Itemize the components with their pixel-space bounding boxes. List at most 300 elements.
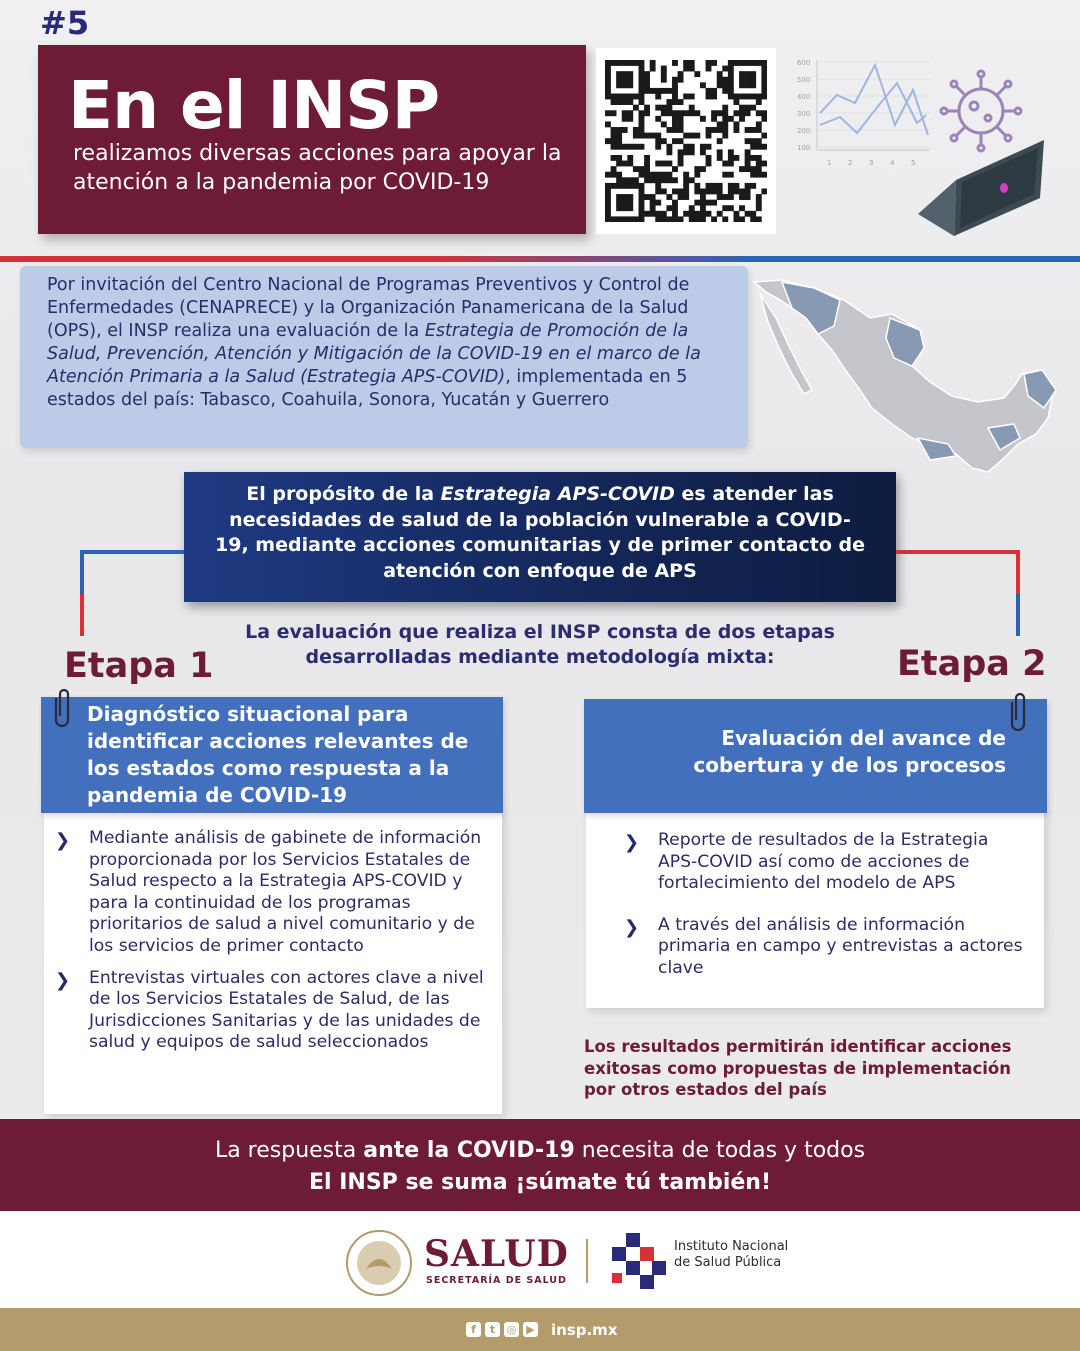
qr-module	[672, 166, 678, 172]
qr-module	[616, 177, 622, 183]
qr-module	[756, 99, 762, 105]
qr-module	[694, 188, 700, 194]
line-chart-icon	[795, 55, 935, 175]
qr-module	[644, 88, 650, 94]
qr-module	[745, 94, 751, 100]
qr-module	[639, 99, 645, 105]
qr-module	[622, 177, 628, 183]
qr-module	[756, 216, 762, 222]
qr-module	[666, 110, 672, 116]
qr-module	[661, 121, 667, 127]
qr-module	[739, 94, 745, 100]
qr-module	[633, 166, 639, 172]
qr-module	[689, 144, 695, 150]
qr-module	[627, 144, 633, 150]
qr-module	[750, 172, 756, 178]
qr-module	[722, 82, 728, 88]
qr-module	[633, 144, 639, 150]
qr-module	[627, 110, 633, 116]
qr-module	[750, 94, 756, 100]
qr-module	[733, 155, 739, 161]
qr-module	[639, 166, 645, 172]
qr-module	[728, 194, 734, 200]
cta-line-1: La respuesta ante la COVID-19 necesita de todas y todos	[214, 1138, 866, 1163]
qr-module	[622, 205, 628, 211]
qr-module	[672, 216, 678, 222]
mexico-seal-icon	[344, 1229, 414, 1297]
qr-module	[717, 82, 723, 88]
graph-y-tick: 500	[797, 76, 811, 84]
qr-module	[678, 138, 684, 144]
qr-module	[661, 110, 667, 116]
qr-module	[611, 155, 617, 161]
qr-module	[605, 60, 611, 66]
qr-module	[666, 144, 672, 150]
qr-module	[639, 172, 645, 178]
qr-module	[728, 161, 734, 167]
qr-module	[672, 110, 678, 116]
qr-module	[689, 211, 695, 217]
qr-module	[706, 200, 712, 206]
instagram-icon[interactable]: ◎	[504, 1322, 519, 1337]
qr-module	[717, 155, 723, 161]
qr-module	[683, 144, 689, 150]
qr-module	[650, 133, 656, 139]
graph-y-tick: 200	[797, 127, 811, 135]
qr-module	[622, 161, 628, 167]
qr-module	[644, 172, 650, 178]
paperclip-icon	[54, 686, 74, 730]
qr-module	[689, 94, 695, 100]
qr-module	[756, 200, 762, 206]
qr-module	[661, 105, 667, 111]
qr-module	[644, 110, 650, 116]
page-title: En el INSP	[68, 67, 440, 144]
qr-module	[761, 77, 767, 83]
list-item: ❯ A través del análisis de información primaria en campo y entrevistas a actores clave	[624, 914, 1023, 978]
list-item: ❯ Mediante análisis de gabinete de información proporcionada por los Servicios Estatales de Salud respecto a la Estrategia APS-COVID y para la continuidad de los programas prioritarios de salud a nivel comunitario y de los servicios de primer contacto	[55, 828, 482, 956]
qr-module	[706, 94, 712, 100]
qr-module	[722, 110, 728, 116]
qr-module	[722, 205, 728, 211]
qr-module	[700, 144, 706, 150]
qr-module	[717, 211, 723, 217]
qr-module	[700, 194, 706, 200]
qr-module	[661, 66, 667, 72]
qr-module	[633, 216, 639, 222]
qr-module	[717, 149, 723, 155]
qr-module	[605, 121, 611, 127]
qr-module	[661, 211, 667, 217]
graph-x-tick: 2	[848, 159, 853, 167]
qr-module	[678, 121, 684, 127]
qr-module	[655, 94, 661, 100]
qr-module	[605, 194, 611, 200]
qr-module	[722, 194, 728, 200]
qr-module	[655, 183, 661, 189]
qr-module	[711, 127, 717, 133]
qr-module	[605, 94, 611, 100]
qr-module	[672, 138, 678, 144]
stage-2-bullets	[612, 830, 1032, 990]
graph-x-tick: 3	[869, 159, 874, 167]
qr-module	[711, 110, 717, 116]
qr-module	[694, 133, 700, 139]
qr-module	[622, 200, 628, 206]
qr-module	[678, 116, 684, 122]
qr-module	[639, 205, 645, 211]
qr-module	[733, 183, 739, 189]
qr-module	[728, 82, 734, 88]
qr-module	[728, 60, 734, 66]
qr-module	[700, 116, 706, 122]
qr-module	[694, 211, 700, 217]
qr-module	[639, 127, 645, 133]
qr-module	[666, 177, 672, 183]
qr-module	[639, 60, 645, 66]
footer-bar	[0, 1308, 1080, 1351]
qr-module	[722, 127, 728, 133]
qr-module	[750, 155, 756, 161]
qr-module	[739, 216, 745, 222]
qr-module	[733, 127, 739, 133]
qr-module	[756, 194, 762, 200]
qr-module	[655, 211, 661, 217]
qr-module	[683, 133, 689, 139]
youtube-icon[interactable]: ▶	[523, 1322, 538, 1337]
qr-module	[672, 94, 678, 100]
qr-module	[616, 94, 622, 100]
qr-module	[622, 99, 628, 105]
qr-module	[644, 82, 650, 88]
qr-module	[611, 144, 617, 150]
qr-module	[605, 77, 611, 83]
qr-module	[650, 60, 656, 66]
facebook-icon[interactable]: f	[466, 1322, 481, 1337]
qr-module	[639, 216, 645, 222]
qr-module	[616, 205, 622, 211]
qr-module	[627, 155, 633, 161]
qr-module	[689, 110, 695, 116]
qr-module	[683, 110, 689, 116]
qr-module	[611, 133, 617, 139]
graph-y-tick: 400	[797, 93, 811, 101]
qr-module	[633, 127, 639, 133]
qr-module	[661, 138, 667, 144]
qr-module	[616, 155, 622, 161]
qr-module	[689, 105, 695, 111]
qr-module	[605, 200, 611, 206]
graph-y-tick: 300	[797, 110, 811, 118]
qr-module	[761, 60, 767, 66]
qr-module	[722, 88, 728, 94]
qr-module	[616, 60, 622, 66]
qr-module	[627, 60, 633, 66]
qr-module	[622, 116, 628, 122]
qr-module	[655, 188, 661, 194]
qr-module	[633, 60, 639, 66]
qr-module	[745, 110, 751, 116]
qr-module	[745, 71, 751, 77]
qr-module	[611, 216, 617, 222]
qr-module	[722, 161, 728, 167]
stage-1-label: Etapa 1	[64, 646, 214, 686]
qr-module	[655, 116, 661, 122]
qr-module	[655, 216, 661, 222]
qr-module	[761, 66, 767, 72]
qr-module	[616, 161, 622, 167]
qr-module	[717, 127, 723, 133]
qr-module	[756, 161, 762, 167]
qr-module	[639, 121, 645, 127]
qr-module	[605, 82, 611, 88]
qr-module	[694, 71, 700, 77]
qr-module	[611, 99, 617, 105]
qr-module	[700, 82, 706, 88]
stage-2-heading-box	[584, 699, 1047, 813]
qr-module	[700, 149, 706, 155]
qr-module	[678, 110, 684, 116]
qr-module	[627, 82, 633, 88]
qr-module	[683, 211, 689, 217]
left-connector	[78, 550, 184, 636]
evaluation-intro: La evaluación que realiza el INSP consta de dos etapas desarrolladas mediante metodología mixta:	[245, 621, 835, 668]
list-item: ❯ Entrevistas virtuales con actores clave a nivel de los Servicios Estatales de Salud, de las Jurisdicciones Sanitarias y de las unidades de salud y equipos de salud seleccionados	[55, 967, 484, 1053]
qr-module	[722, 216, 728, 222]
qr-module	[666, 88, 672, 94]
qr-module	[661, 188, 667, 194]
qr-module	[655, 88, 661, 94]
qr-module	[627, 216, 633, 222]
qr-module	[745, 211, 751, 217]
graph-x-tick: 4	[890, 159, 895, 167]
qr-module	[622, 127, 628, 133]
qr-module	[745, 77, 751, 83]
qr-module	[706, 188, 712, 194]
qr-module	[706, 155, 712, 161]
qr-module	[655, 200, 661, 206]
qr-module	[722, 172, 728, 178]
qr-module	[672, 211, 678, 217]
qr-module	[678, 71, 684, 77]
qr-module	[627, 77, 633, 83]
qr-module	[739, 77, 745, 83]
qr-module	[756, 144, 762, 150]
qr-module	[745, 183, 751, 189]
twitter-icon[interactable]: t	[485, 1322, 500, 1337]
qr-module	[627, 205, 633, 211]
qr-module	[739, 71, 745, 77]
qr-module	[739, 60, 745, 66]
qr-module	[756, 121, 762, 127]
qr-module	[733, 121, 739, 127]
qr-module	[639, 133, 645, 139]
qr-module	[605, 188, 611, 194]
results-note: Los resultados permitirán identificar acciones exitosas como propuestas de implementación por otros estados del país	[584, 1037, 1012, 1099]
qr-module	[717, 138, 723, 144]
chevron-right-icon: ❯	[624, 832, 640, 853]
qr-module	[728, 172, 734, 178]
qr-module	[639, 94, 645, 100]
qr-module	[728, 149, 734, 155]
stage-2-label: Etapa 2	[897, 644, 1047, 684]
qr-module	[627, 116, 633, 122]
qr-code-icon	[605, 60, 767, 222]
qr-module	[605, 205, 611, 211]
qr-module	[756, 110, 762, 116]
qr-module	[694, 172, 700, 178]
qr-module	[750, 166, 756, 172]
qr-module	[639, 188, 645, 194]
qr-module	[616, 200, 622, 206]
qr-module	[722, 116, 728, 122]
qr-module	[672, 177, 678, 183]
qr-module	[761, 188, 767, 194]
qr-module	[611, 110, 617, 116]
qr-module	[605, 110, 611, 116]
qr-module	[722, 77, 728, 83]
qr-module	[661, 77, 667, 83]
qr-module	[745, 194, 751, 200]
qr-module	[711, 188, 717, 194]
graph-x-tick: 5	[911, 159, 916, 167]
graph-y-tick: 600	[797, 59, 811, 67]
qr-module	[644, 161, 650, 167]
qr-module	[661, 216, 667, 222]
qr-module	[761, 82, 767, 88]
qr-module	[622, 183, 628, 189]
qr-module	[616, 216, 622, 222]
qr-module	[627, 177, 633, 183]
qr-module	[756, 138, 762, 144]
qr-module	[650, 200, 656, 206]
qr-module	[639, 88, 645, 94]
qr-module	[672, 121, 678, 127]
qr-module	[745, 155, 751, 161]
qr-module	[627, 183, 633, 189]
qr-module	[678, 194, 684, 200]
qr-module	[639, 116, 645, 122]
qr-module	[678, 99, 684, 105]
qr-module	[672, 77, 678, 83]
qr-module	[717, 71, 723, 77]
qr-module	[655, 138, 661, 144]
qr-module	[605, 88, 611, 94]
qr-module	[733, 110, 739, 116]
qr-module	[644, 105, 650, 111]
qr-module	[666, 105, 672, 111]
qr-module	[627, 94, 633, 100]
qr-module	[644, 133, 650, 139]
qr-module	[750, 144, 756, 150]
qr-module	[745, 105, 751, 111]
qr-module	[616, 133, 622, 139]
qr-module	[750, 77, 756, 83]
qr-module	[616, 127, 622, 133]
qr-module	[728, 205, 734, 211]
qr-module	[728, 116, 734, 122]
qr-module	[672, 127, 678, 133]
qr-module	[639, 211, 645, 217]
qr-module	[616, 71, 622, 77]
qr-module	[616, 194, 622, 200]
qr-module	[661, 172, 667, 178]
qr-module	[639, 77, 645, 83]
social-icons	[466, 1322, 538, 1337]
qr-module	[756, 172, 762, 178]
qr-module	[761, 94, 767, 100]
qr-module	[706, 88, 712, 94]
qr-module	[733, 188, 739, 194]
qr-module	[745, 161, 751, 167]
website-link[interactable]: insp.mx	[551, 1321, 618, 1339]
qr-module	[706, 144, 712, 150]
qr-module	[683, 188, 689, 194]
insp-logo-icon	[608, 1231, 668, 1291]
qr-module	[611, 172, 617, 178]
qr-module	[683, 183, 689, 189]
qr-module	[728, 183, 734, 189]
qr-module	[745, 82, 751, 88]
stage-2-heading: Evaluación del avance de cobertura y de los procesos	[693, 726, 1006, 777]
qr-module	[694, 166, 700, 172]
right-connector	[896, 550, 1022, 636]
qr-code[interactable]	[596, 48, 776, 234]
qr-module	[756, 60, 762, 66]
qr-module	[700, 166, 706, 172]
qr-module	[611, 183, 617, 189]
list-item: ❯ Reporte de resultados de la Estrategia APS-COVID así como de acciones de fortalecimiento del modelo de APS	[624, 830, 989, 894]
qr-module	[616, 77, 622, 83]
qr-module	[650, 177, 656, 183]
qr-module	[717, 183, 723, 189]
qr-module	[717, 188, 723, 194]
qr-module	[700, 188, 706, 194]
qr-module	[750, 82, 756, 88]
insp-logo-text: Instituto Nacional de Salud Pública	[674, 1239, 789, 1270]
qr-module	[717, 121, 723, 127]
qr-module	[627, 194, 633, 200]
stage-1-heading-box	[41, 697, 503, 813]
qr-module	[672, 200, 678, 206]
qr-module	[694, 183, 700, 189]
qr-module	[750, 105, 756, 111]
qr-module	[750, 71, 756, 77]
qr-module	[622, 110, 628, 116]
qr-module	[666, 172, 672, 178]
qr-module	[689, 177, 695, 183]
chevron-right-icon: ❯	[55, 830, 71, 851]
qr-module	[745, 166, 751, 172]
qr-module	[711, 183, 717, 189]
qr-module	[678, 216, 684, 222]
qr-module	[678, 161, 684, 167]
qr-module	[683, 149, 689, 155]
qr-module	[745, 188, 751, 194]
qr-module	[745, 149, 751, 155]
qr-module	[756, 127, 762, 133]
qr-module	[666, 127, 672, 133]
qr-module	[728, 88, 734, 94]
logo-divider	[586, 1239, 588, 1283]
purpose-box	[184, 472, 896, 602]
qr-module	[605, 211, 611, 217]
qr-module	[639, 66, 645, 72]
qr-module	[761, 116, 767, 122]
purpose-text: El propósito de la Estrategia APS-COVID es atender las necesidades de salud de la población vulnerable a COVID-19, mediante acciones comunitarias y de primer contacto de atención con enfoque de APS	[215, 483, 865, 582]
qr-module	[733, 211, 739, 217]
qr-module	[639, 144, 645, 150]
